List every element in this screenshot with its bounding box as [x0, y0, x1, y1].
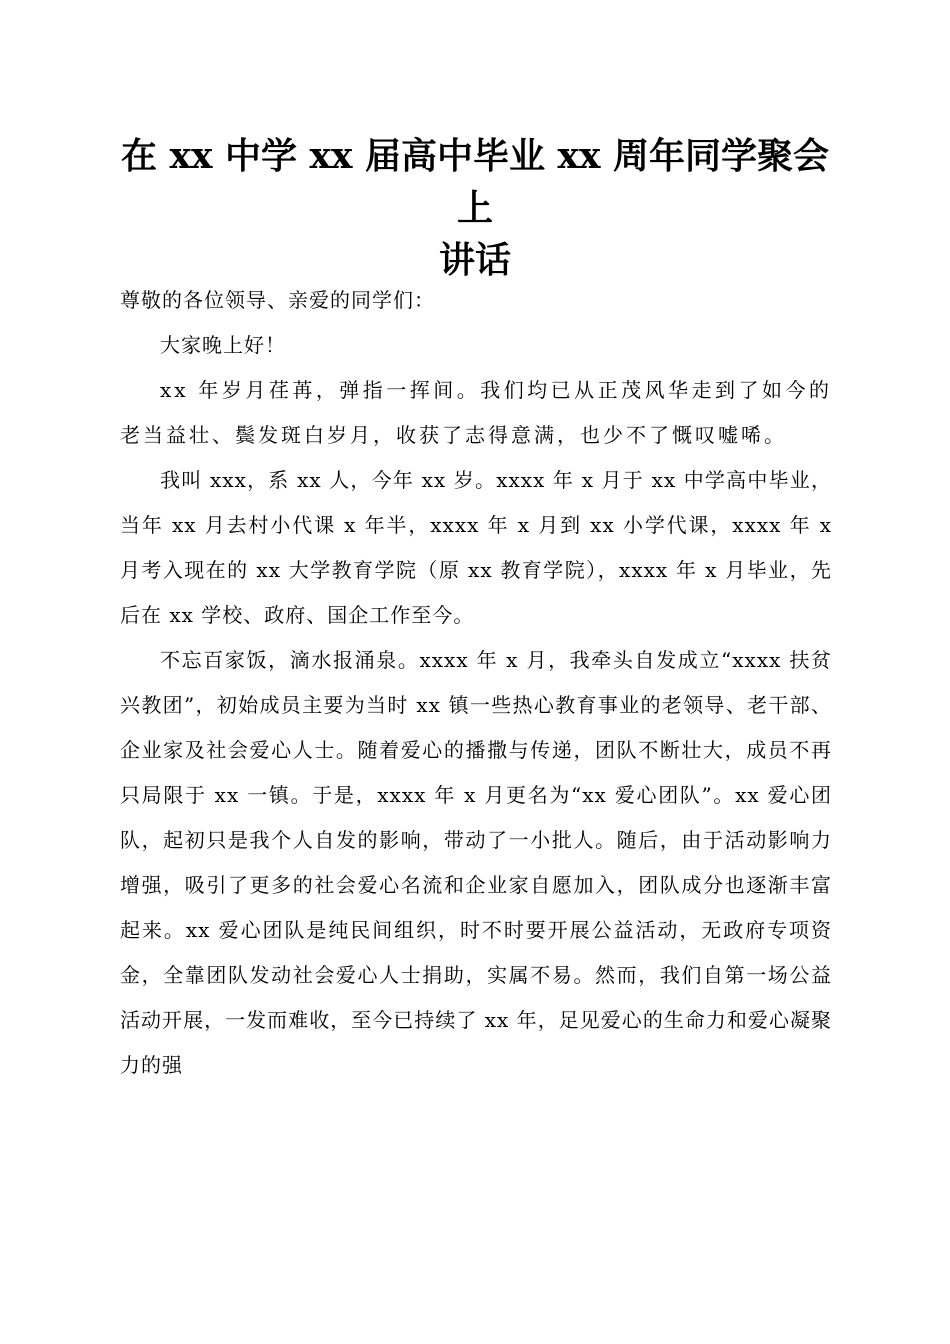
title-line-2: 讲话 [438, 239, 511, 281]
greeting-paragraph: 大家晚上好！ [160, 333, 286, 357]
document-body [120, 278, 832, 1088]
paragraph-intro: xx 年岁月荏苒，弹指一挥间。我们均已从正茂风华走到了如今的老当益壮、鬓发斑白岁月，收获了志得意满，也少不了慨叹嘘唏。 [120, 378, 832, 447]
document-title [110, 130, 840, 286]
salutation: 尊敬的各位领导、亲爱的同学们： [120, 288, 435, 312]
paragraph-self-introduction: 我叫 xxx，系 xx 人，今年 xx 岁。xxxx 年 x 月于 xx 中学高中毕业，当年 xx 月去村小代课 x 年半，xxxx 年 x 月到 xx 小学代课，xxxx 年 x 月考入现在的 xx 大学教育学院（原 xx 教育学院），xxxx 年 x 月毕业，先后在 xx 学校、政府、国企工作至今。 [120, 468, 832, 627]
paragraph-charity-team: 不忘百家饭，滴水报涌泉。xxxx 年 x 月，我牵头自发成立“xxxx 扶贫兴教团”，初始成员主要为当时 xx 镇一些热心教育事业的老领导、老干部、企业家及社会爱心人士。随着爱心的播撒与传递，团队不断壮大，成员不再只局限于 xx 一镇。于是，xxxx 年 x 月更名为“xx 爱心团队”。xx 爱心团队，起初只是我个人自发的影响，带动了一小批人。随后，由于活动影响力增强，吸引了更多的社会爱心名流和企业家自愿加入，团队成分也逐渐丰富起来。xx 爱心团队是纯民间组织，时不时要开展公益活动，无政府专项资金，全靠团队发动社会爱心人士捐助，实属不易。然而，我们自第一场公益活动开展，一发而难收，至今已持续了 xx 年，足见爱心的生命力和爱心凝聚力的强 [120, 648, 832, 1077]
title-line-1: 在 xx 中学 xx 届高中毕业 xx 周年同学聚会上 [121, 135, 829, 229]
